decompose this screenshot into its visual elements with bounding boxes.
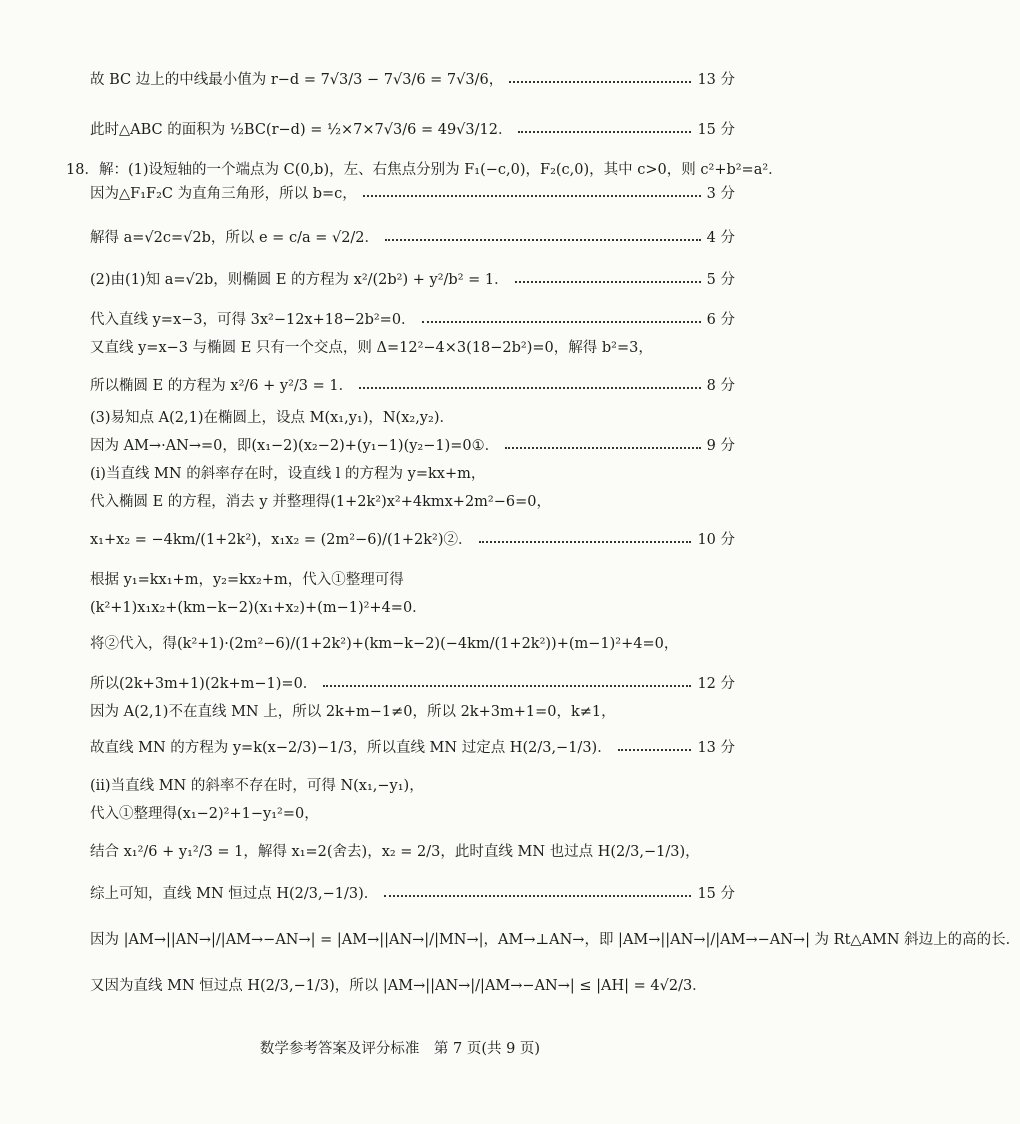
dot-leader (515, 281, 701, 283)
dot-leader (323, 685, 691, 687)
line-text: 根据 y₁=kx₁+m，y₂=kx₂+m，代入①整理可得 (90, 572, 404, 588)
dot-leader (384, 895, 691, 897)
dot-leader (479, 541, 692, 543)
solution-line (90, 70, 735, 90)
solution-line (90, 464, 735, 484)
solution-line (90, 738, 735, 758)
line-text: 解得 a=√2c=√2b，所以 e = c/a = √2/2． (90, 230, 380, 246)
score-label: 13 分 (697, 72, 735, 88)
score-label: 5 分 (706, 272, 735, 288)
dot-leader (518, 131, 691, 133)
line-text: 代入①整理得(x₁−2)²+1−y₁²=0， (90, 806, 319, 822)
solution-line (90, 530, 735, 550)
solution-line (90, 930, 1020, 950)
line-text: 又因为直线 MN 恒过点 H(2/3,−1/3)，所以 |AM→||AN→|/|AM→−AN→| ≤ |AH| = 4√2/3． (90, 978, 707, 994)
line-text: (ⅰ)当直线 MN 的斜率存在时，设直线 l 的方程为 y=kx+m， (90, 466, 486, 482)
line-text: 综上可知，直线 MN 恒过点 H(2/3,−1/3)． (90, 886, 379, 902)
solution-line (90, 598, 735, 618)
solution-line (90, 228, 735, 248)
solution-line (90, 976, 735, 996)
solution-line (90, 884, 735, 904)
solution-line (90, 492, 735, 512)
line-text: 因为 A(2,1)不在直线 MN 上，所以 2k+m−1≠0，所以 2k+3m+1=0，k≠1， (90, 704, 616, 720)
score-label: 8 分 (706, 378, 735, 394)
solution-line (90, 702, 735, 722)
score-label: 12 分 (697, 676, 735, 692)
score-label: 9 分 (706, 438, 735, 454)
solution-line (90, 310, 735, 330)
dot-leader (359, 387, 701, 389)
line-text: 所以椭圆 E 的方程为 x²/6 + y²/3 = 1． (90, 378, 354, 394)
solution-line (66, 160, 783, 180)
line-text: 结合 x₁²/6 + y₁²/3 = 1，解得 x₁=2(舍去)，x₂ = 2/3，此时直线 MN 也过点 H(2/3,−1/3)， (90, 844, 700, 860)
dot-leader (509, 81, 691, 83)
dot-leader (385, 239, 701, 241)
line-text: 又直线 y=x−3 与椭圆 E 只有一个交点，则 Δ=12²−4×3(18−2b²)=0，解得 b²=3， (90, 340, 653, 356)
solution-line (90, 184, 735, 204)
line-text: 故直线 MN 的方程为 y=k(x−2/3)−1/3，所以直线 MN 过定点 H(2/3,−1/3)． (90, 740, 612, 756)
solution-line (90, 804, 735, 824)
line-text: 所以(2k+3m+1)(2k+m−1)=0． (90, 676, 318, 692)
line-text: (ⅱ)当直线 MN 的斜率不存在时，可得 N(x₁,−y₁)， (90, 778, 424, 794)
line-text: 将②代入，得(k²+1)·(2m²−6)/(1+2k²)+(km−k−2)(−4km/(1+2k²))+(m−1)²+4=0， (90, 636, 679, 652)
page-footer: 数学参考答案及评分标准 第 7 页(共 9 页) (259, 1041, 541, 1057)
solution-line (90, 570, 735, 590)
line-text: 因为 |AM→||AN→|/|AM→−AN→| = |AM→||AN→|/|MN→|，AM→⊥AN→，即 |AM→||AN→|/|AM→−AN→| 为 Rt△AMN 斜边上的高的长． (90, 932, 1020, 948)
dot-leader (422, 321, 701, 323)
line-text: 因为△F₁F₂C 为直角三角形，所以 b=c， (90, 186, 357, 202)
dot-leader (505, 447, 701, 449)
line-text: 因为 AM→·AN→=0，即(x₁−2)(x₂−2)+(y₁−1)(y₂−1)=0①． (90, 438, 500, 454)
score-label: 15 分 (697, 886, 735, 902)
solution-line (90, 408, 735, 428)
line-text: 18．解：(1)设短轴的一个端点为 C(0,b)，左、右焦点分别为 F₁(−c,0)，F₂(c,0)，其中 c>0，则 c²+b²=a²． (66, 162, 783, 178)
solution-line (90, 674, 735, 694)
score-label: 13 分 (697, 740, 735, 756)
solution-line (90, 842, 735, 862)
score-label: 4 分 (706, 230, 735, 246)
solution-line (90, 776, 735, 796)
line-text: (k²+1)x₁x₂+(km−k−2)(x₁+x₂)+(m−1)²+4=0． (90, 600, 427, 616)
line-text: 故 BC 边上的中线最小值为 r−d = 7√3/3 − 7√3/6 = 7√3/6， (90, 72, 504, 88)
solution-line (90, 120, 735, 140)
line-text: (2)由(1)知 a=√2b，则椭圆 E 的方程为 x²/(2b²) + y²/b² = 1． (90, 272, 509, 288)
line-text: 代入椭圆 E 的方程，消去 y 并整理得(1+2k²)x²+4kmx+2m²−6=0， (90, 494, 551, 510)
line-text: 此时△ABC 的面积为 ½BC(r−d) = ½×7×7√3/6 = 49√3/12． (90, 122, 513, 138)
dot-leader (363, 195, 701, 197)
dot-leader (618, 749, 692, 751)
score-label: 6 分 (706, 312, 735, 328)
solution-line (90, 338, 735, 358)
solution-line (90, 634, 735, 654)
line-text: x₁+x₂ = −4km/(1+2k²)，x₁x₂ = (2m²−6)/(1+2k²)②． (90, 532, 473, 548)
solution-line (90, 270, 735, 290)
score-label: 10 分 (697, 532, 735, 548)
solution-line (90, 376, 735, 396)
score-label: 15 分 (697, 122, 735, 138)
solution-line (90, 436, 735, 456)
line-text: (3)易知点 A(2,1)在椭圆上，设点 M(x₁,y₁)，N(x₂,y₂)． (90, 410, 454, 426)
line-text: 代入直线 y=x−3，可得 3x²−12x+18−2b²=0． (90, 312, 416, 328)
score-label: 3 分 (706, 186, 735, 202)
